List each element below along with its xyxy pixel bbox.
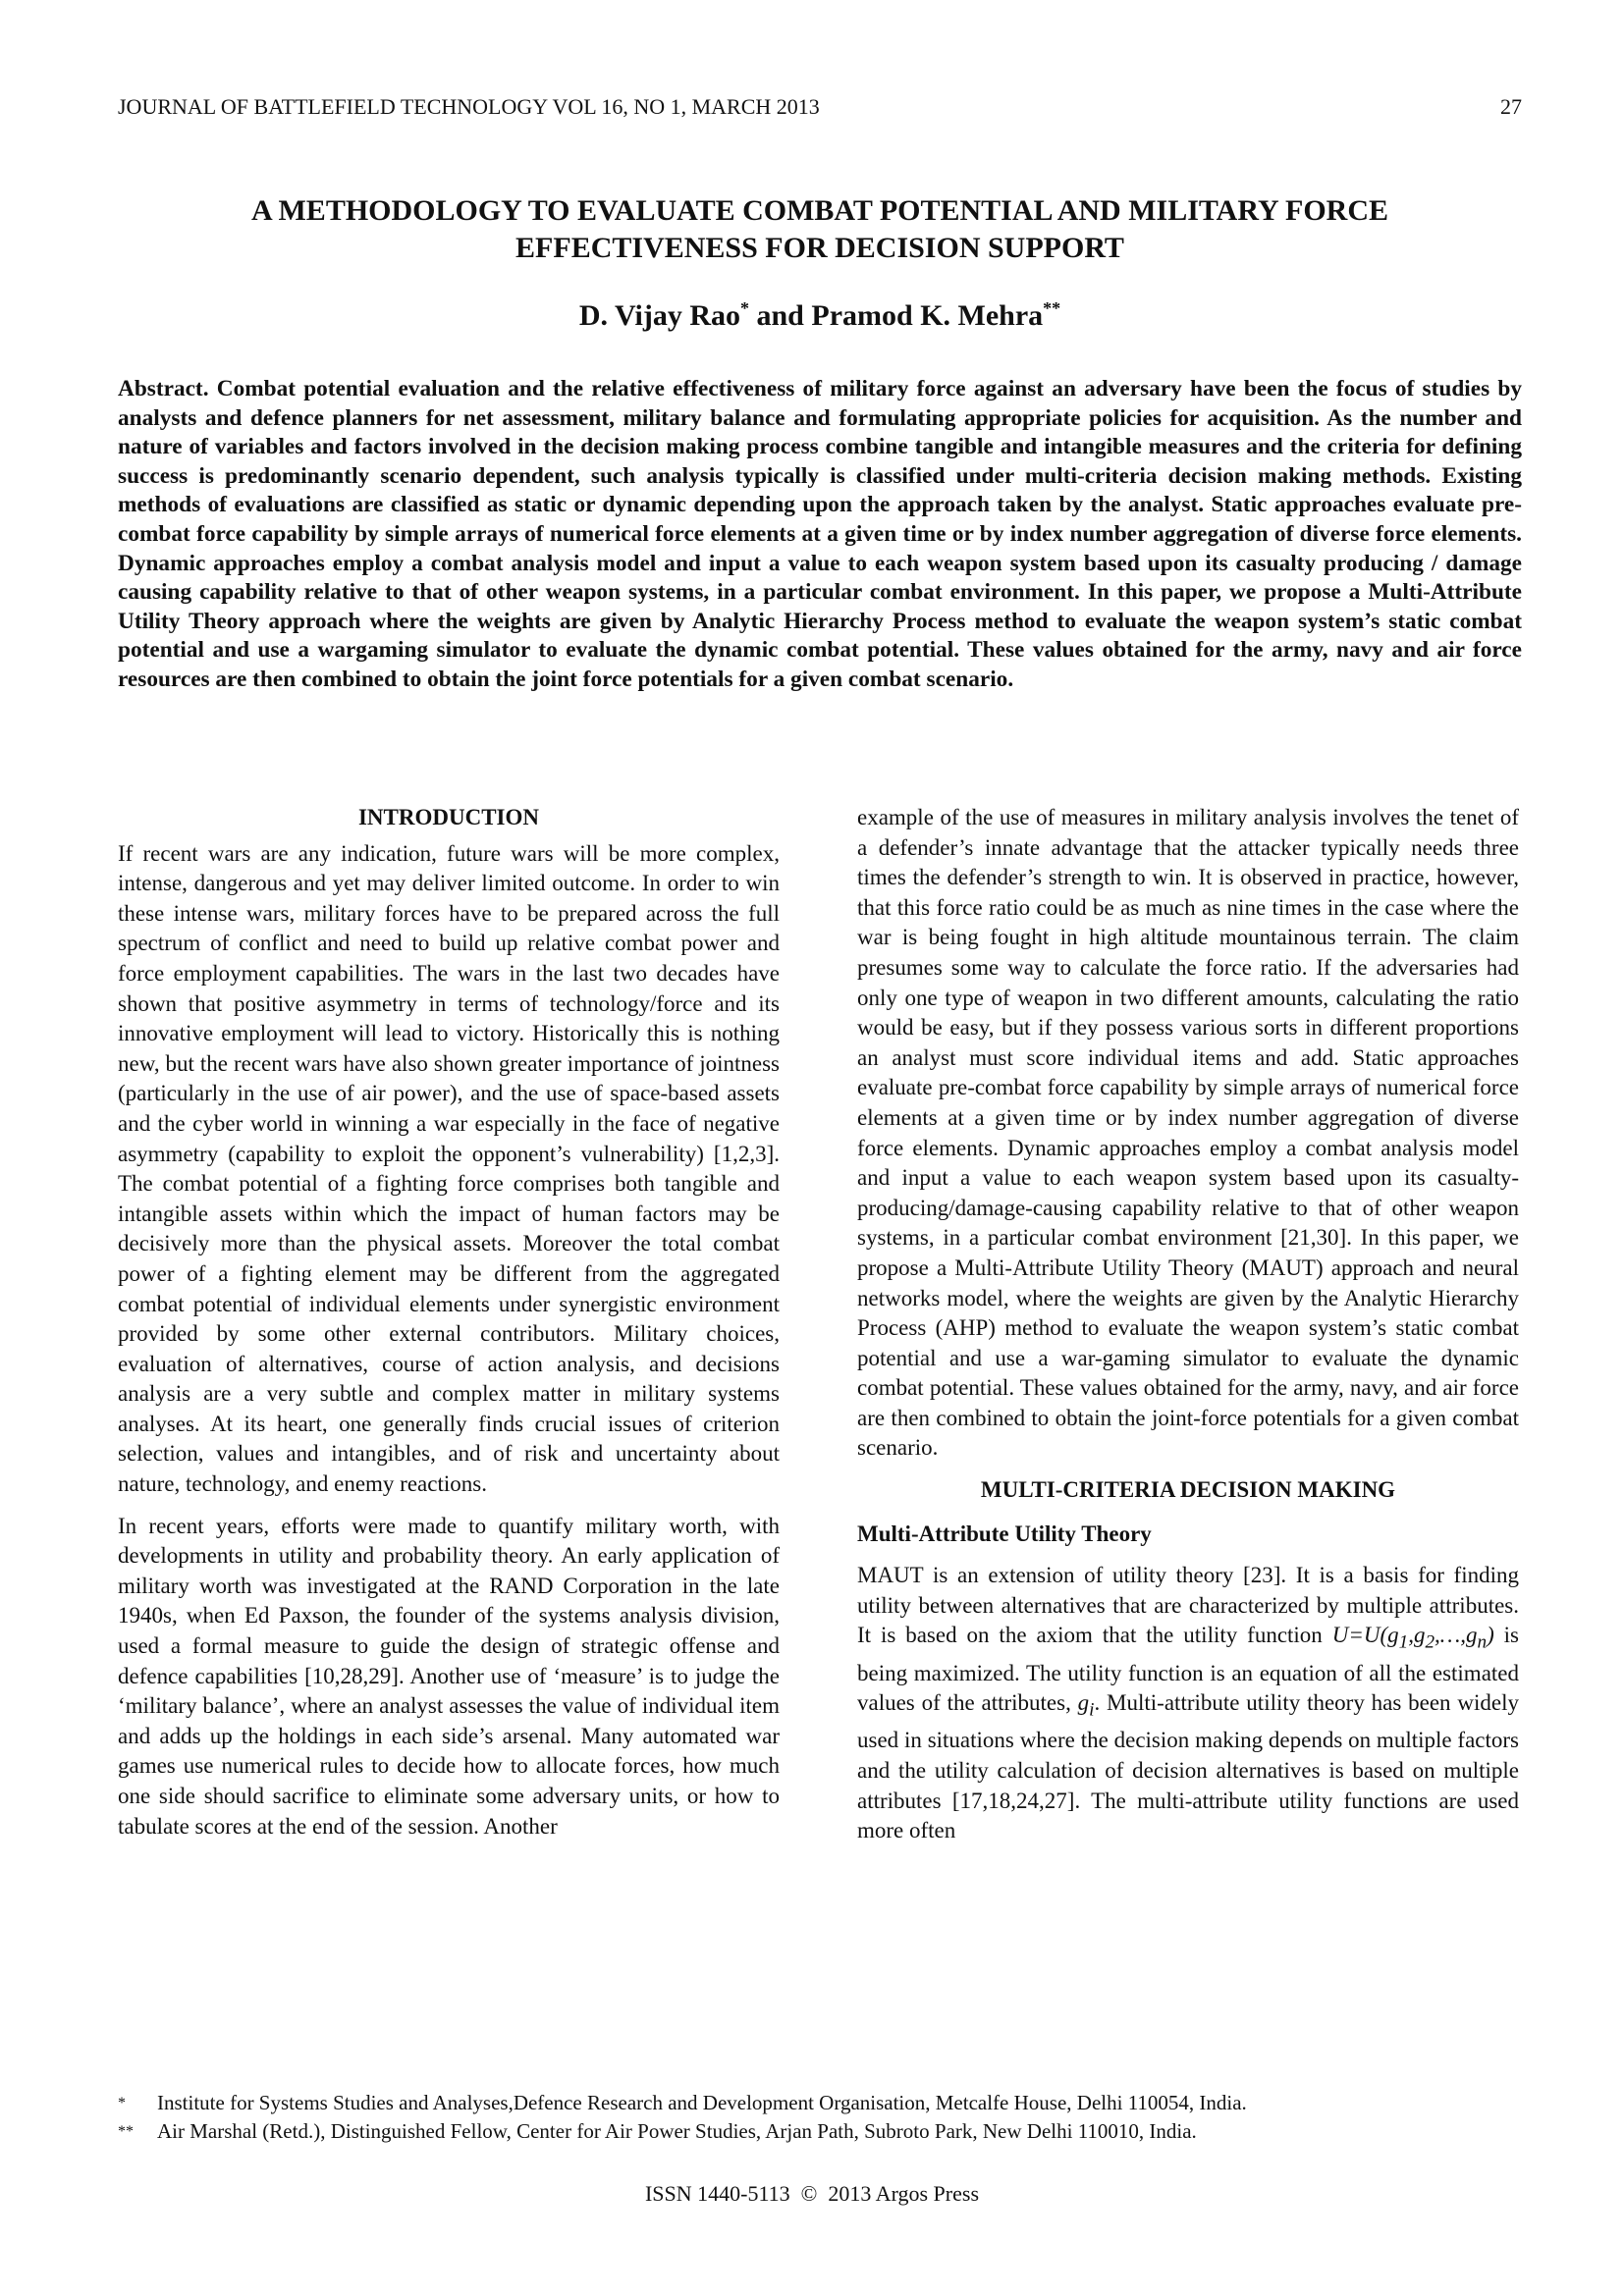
title-line-2: EFFECTIVENESS FOR DECISION SUPPORT — [515, 232, 1124, 264]
intro-paragraph-3: example of the use of measures in military analysis involves the tenet of a defender’s innate advantage that the attacker typically needs three times the defender’s strength to win. It is observed in practice, however, that this force ratio could be as much as nine times in the case where the war is being fought in high altitude mountainous terrain. The claim presumes some way to calculate the force ratio. If the adversaries had only one type of weapon in two different amounts, calculating the ratio would be easy, but if they possess various sorts in different proportions an analyst must score individual items and add. Static approaches evaluate pre-combat force capability by simple arrays of numerical force elements at a given time or by index number aggregation of diverse force elements. Dynamic approaches employ a combat analysis model and input a value to each weapon system based upon its casualty-producing/damage-causing capability relative to that of other weapon systems, in a particular combat environment [21,30]. In this paper, we propose a Multi-Attribute Utility Theory (MAUT) approach and neural networks model, where the weights are given by the Analytic Hierarchy Process (AHP) method to evaluate the weapon system’s static combat potential and use a war-gaming simulator to evaluate the dynamic combat potential. These values obtained for the army, navy, and air force are then combined to obtain the joint-force potentials for a given combat scenario. — [857, 805, 1519, 1461]
footnote-mark: ** — [118, 2123, 134, 2140]
author-1: D. Vijay Rao — [578, 299, 740, 332]
journal-name: JOURNAL OF BATTLEFIELD TECHNOLOGY VOL 16, NO 1, MARCH 2013 — [118, 94, 820, 119]
maut-subheading: Multi-Attribute Utility Theory — [857, 1521, 1152, 1546]
author-2: Pramod K. Mehra — [811, 299, 1044, 332]
author-2-mark: ** — [1043, 298, 1061, 318]
utility-formula: $U=U(g_1,g_2,\dots,g_n)$ — [1331, 1623, 1494, 1654]
abstract-text: Combat potential evaluation and the relative effectiveness of military force against an adversary have been the focus of studies by analysts and defence planners for net assessment, military balance and formulating appropriate policies for acquisition. As the number and nature of variables and factors involved in the decision making process combine tangible and intangible measures and the criteria for defining success is predominantly scenario dependent, such analysis typically is classified under multi-criteria decision making methods. Existing methods of evaluations are classified as static or dynamic depending upon the approach taken by the analyst. Static approaches evaluate pre-combat force capability by simple arrays of numerical force elements at a given time or by index number aggregation of diverse force elements. Dynamic approaches employ a combat analysis model and input a value to each weapon system based upon its casualty producing / damage causing capability relative to that of other weapon systems, in a particular combat environment. In this paper, we propose a Multi-Attribute Utility Theory approach where the weights are given by Analytic Hierarchy Process method to evaluate the weapon system’s static combat potential and use a wargaming simulator to evaluate the dynamic combat potential. These values obtained for the army, navy and air force resources are then combined to obtain the joint force potentials for a given combat scenario. — [118, 376, 1522, 692]
left-column — [118, 803, 780, 1853]
authors-and: and — [749, 299, 812, 332]
footnote-text: Air Marshal (Retd.), Distinguished Fellow, Center for Air Power Studies, Arjan Path, Subroto Park, New Delhi 110010, India. — [157, 2119, 1197, 2143]
running-header — [118, 94, 1522, 120]
footnotes — [118, 2089, 1542, 2146]
page-number: 27 — [1500, 94, 1522, 119]
footnote-1 — [118, 2089, 1542, 2117]
footnote-2 — [118, 2117, 1542, 2146]
intro-paragraph-2: In recent years, efforts were made to quantify military worth, with developments in utility and probability theory. An early application of military worth was investigated at the RAND Corporation in the late 1940s, when Ed Paxson, the founder of the systems analysis division, used a formal measure to guide the design of strategic offense and defence capabilities [10,28,29]. Another use of ‘measure’ is to judge the ‘military balance’, where an analyst assesses the value of individual item and adds up the holdings in each side’s arsenal. Many automated war games use numerical rules to decide how to allocate forces, how much one side should sacrifice to eliminate some adversary units, or how to tabulate scores at the end of the session. Another — [118, 1513, 780, 1839]
right-column — [857, 803, 1519, 1858]
abstract — [118, 375, 1522, 695]
attribute-symbol: $g_i$ — [1077, 1690, 1095, 1721]
title-line-1: A METHODOLOGY TO EVALUATE COMBAT POTENTIAL AND MILITARY FORCE — [250, 194, 1389, 227]
maut-text-c: . Multi-attribute utility theory has been widely used in situations where the decision making depends on multiple factors and the utility calculation of decision alternatives is based on multiple attributes [17,18,24,27]. The multi-attribute utility functions are used more often — [857, 1690, 1519, 1843]
issn-footer: ISSN 1440-5113 © 2013 Argos Press — [644, 2181, 980, 2206]
maut-paragraph — [857, 1561, 1519, 1846]
author-1-mark: * — [740, 298, 749, 318]
maut-text-a: MAUT is an extension of utility theory [23]. It is a basis for finding utility between alternatives that are characterized by multiple attributes. It is based on the axiom that the utility function — [857, 1563, 1519, 1648]
introduction-heading: INTRODUCTION — [357, 805, 540, 829]
paper-title — [118, 192, 1522, 267]
maut-text-b: is being maximized. The utility function is an equation of all the estimated values of the attributes, — [857, 1623, 1520, 1716]
mcdm-heading: MULTI-CRITERIA DECISION MAKING — [980, 1477, 1396, 1503]
abstract-label: Abstract. — [118, 376, 209, 401]
authors — [118, 298, 1522, 333]
footnote-mark: * — [118, 2095, 126, 2111]
intro-paragraph-1: If recent wars are any indication, future wars will be more complex, intense, dangerous and yet may deliver limited outcome. In order to win these intense wars, military forces have to be prepared across the full spectrum of conflict and need to build up relative combat power and force employment capabilities. The wars in the last two decades have shown that positive asymmetry in terms of technology/force and its innovative employment will lead to victory. Historically this is nothing new, but the recent wars have also shown greater importance of jointness (particularly in the use of air power), and the use of space-based assets and the cyber world in winning a war especially in the face of negative asymmetry (capability to exploit the opponent’s vulnerability) [1,2,3]. The combat potential of a fighting force comprises both tangible and intangible assets within which the impact of human factors may be decisively more than the physical assets. Moreover the total combat power of a fighting element may be different from the aggregated combat potential of individual elements under synergistic environment provided by some other external contributors. Military choices, evaluation of alternatives, course of action analysis, and decisions analysis are a very subtle and complex matter in military systems analyses. At its heart, one generally finds crucial issues of criterion selection, values and intangibles, and of risk and uncertainty about nature, technology, and enemy reactions. — [118, 840, 780, 1497]
footnote-text: Institute for Systems Studies and Analyses,Defence Research and Development Organisation, Metcalfe House, Delhi 110054, India. — [157, 2091, 1247, 2114]
